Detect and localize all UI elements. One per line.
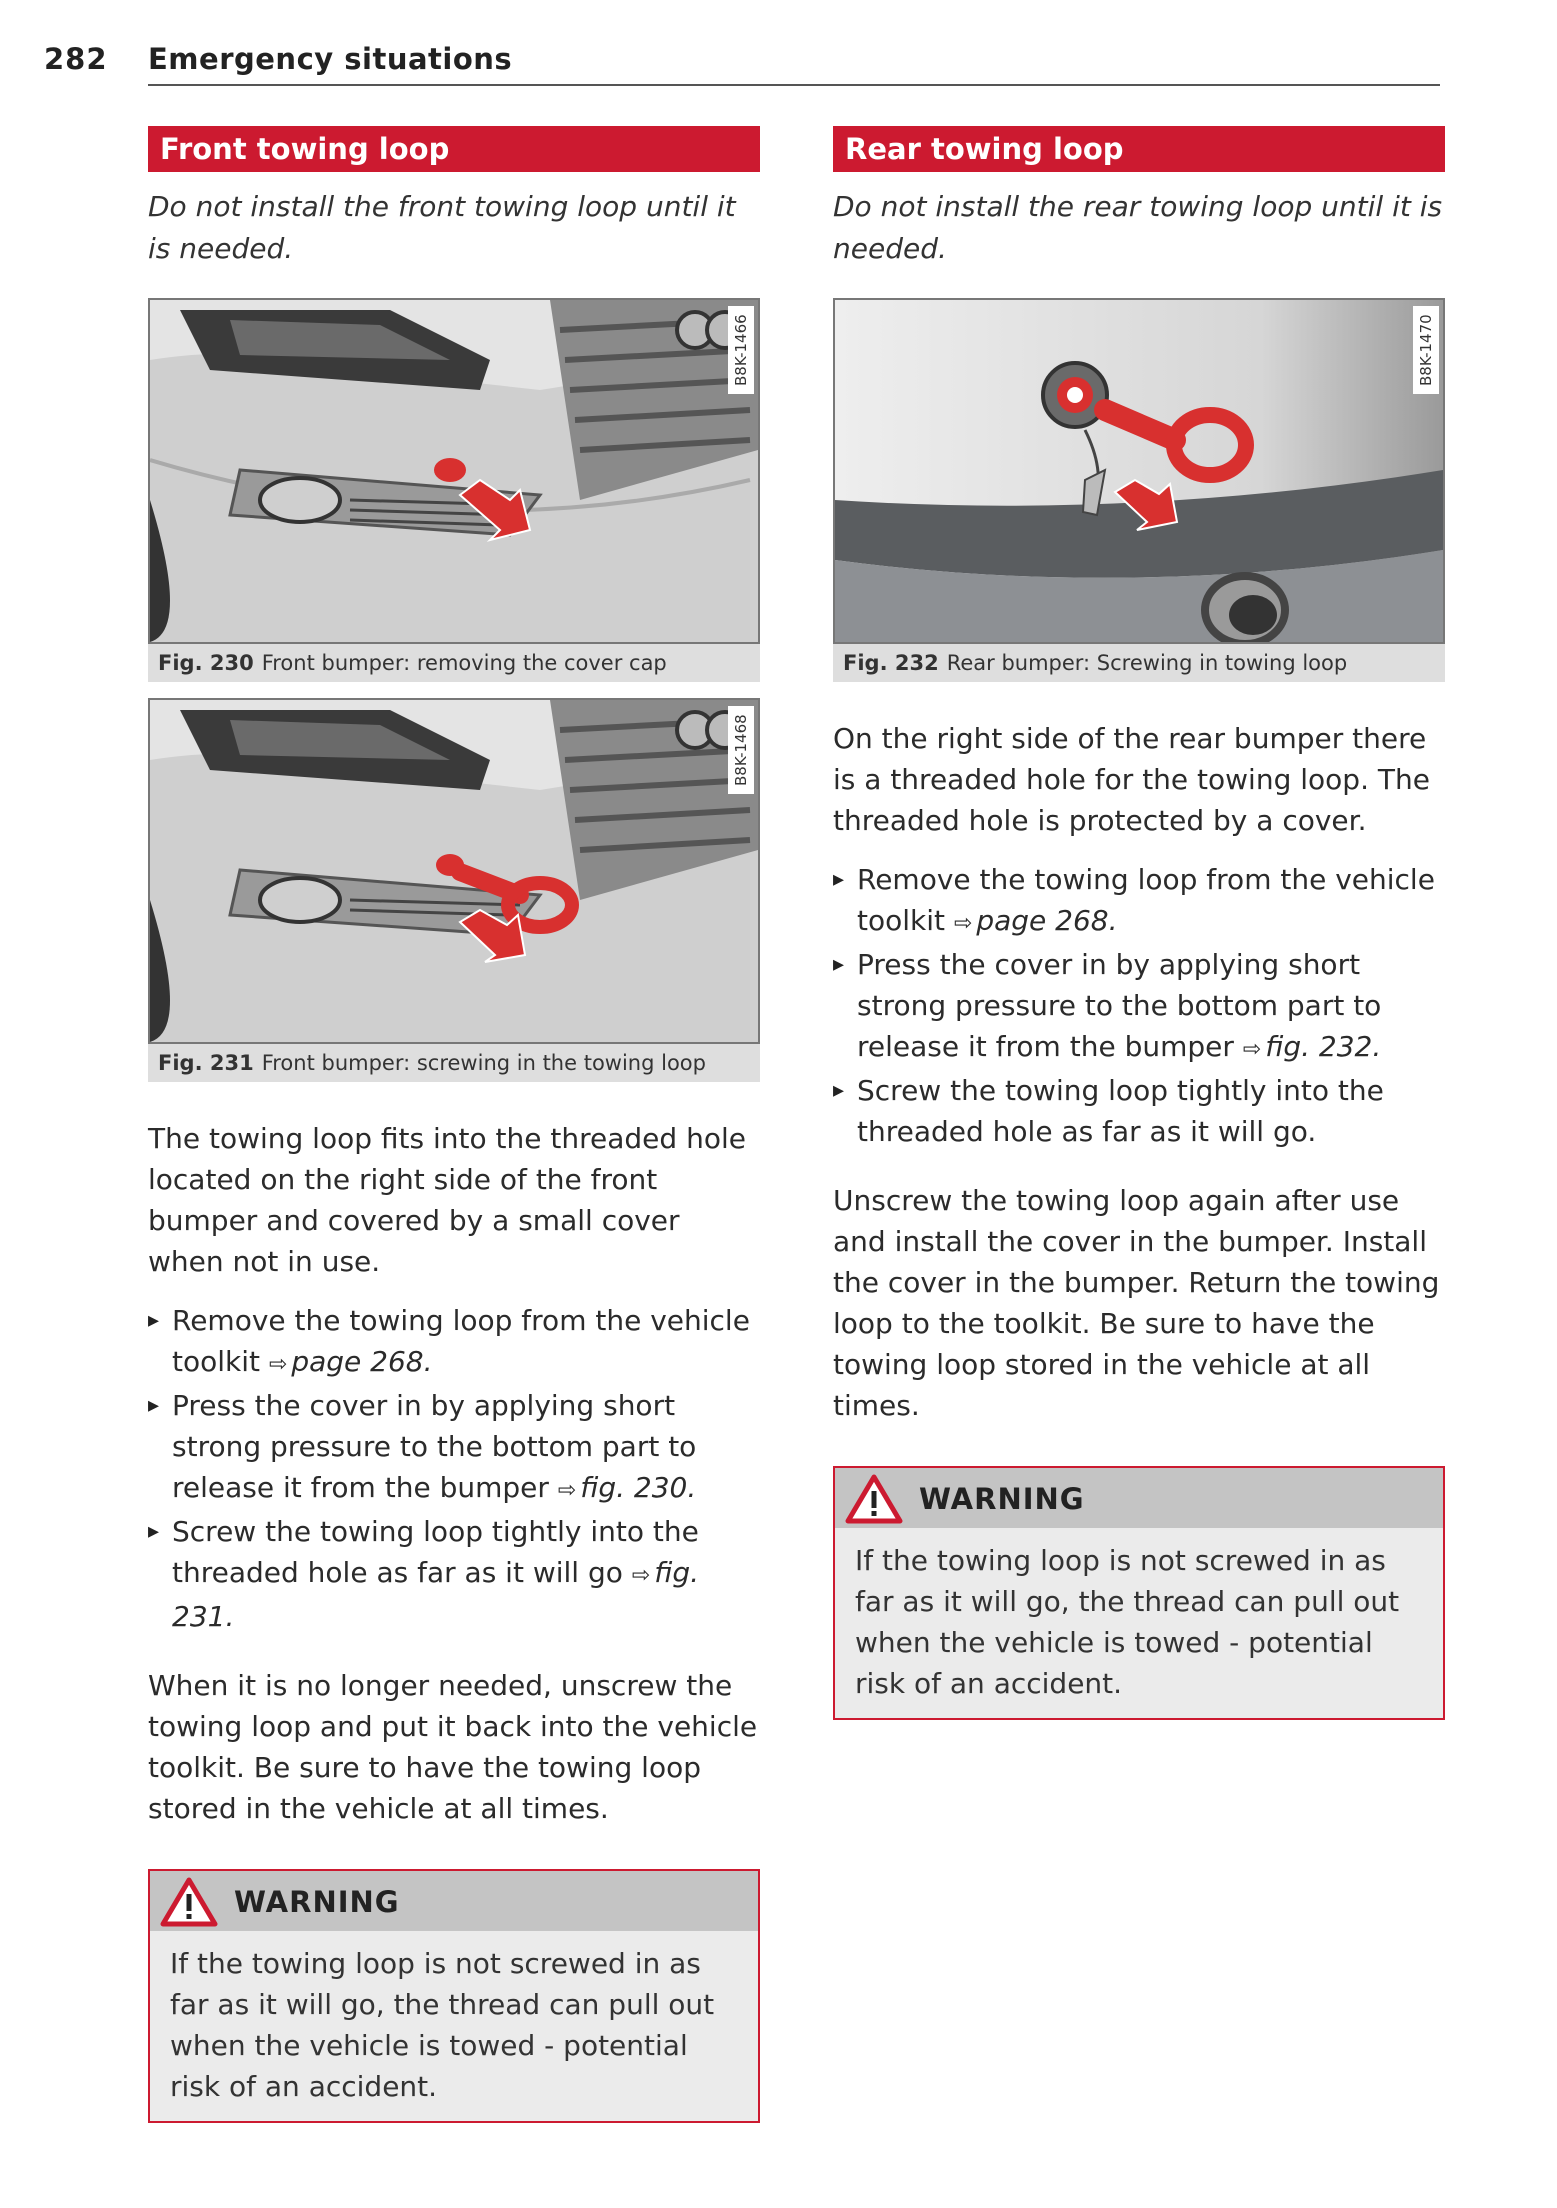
- rear-bumper-towing-loop-image: [833, 298, 1445, 644]
- step-text: Remove the towing loop from the vehicle toolkit: [172, 1304, 750, 1378]
- page-header: [44, 36, 1440, 86]
- list-item: [148, 1385, 760, 1511]
- rear-intro-text: Do not install the rear towing loop until it is needed.: [833, 190, 1443, 265]
- warning-label: WARNING: [234, 1885, 400, 1919]
- rear-steps-list: [833, 859, 1445, 1152]
- figure-label: Fig. 232: [843, 651, 939, 675]
- step-text: Press the cover in by applying short strong pressure to the bottom part to release it from the bumper: [172, 1389, 697, 1504]
- step-text: Remove the towing loop from the vehicle toolkit: [857, 863, 1435, 937]
- left-column: [148, 126, 760, 2123]
- figure-caption: [833, 644, 1445, 682]
- rear-paragraph-2: Unscrew the towing loop again after use and install the cover in the bumper. Install the cover in the bumper. Return the towing loop to the toolkit. Be sure to have the towing loop stored in the vehicle at all times.: [833, 1184, 1440, 1422]
- step-text: Screw the towing loop tightly into the threaded hole as far as it will go: [172, 1515, 699, 1589]
- cross-reference-text: fig. 231.: [172, 1556, 699, 1633]
- step-text: Screw the towing loop tightly into the threaded hole as far as it will go.: [857, 1074, 1384, 1148]
- front-warning-box: [148, 1869, 760, 2123]
- cross-reference-link[interactable]: [1243, 1030, 1381, 1063]
- figure-caption: [148, 644, 760, 682]
- rear-warning-box: [833, 1466, 1445, 1720]
- arrow-right-icon: ⇨: [631, 1563, 651, 1588]
- front-steps-list: [148, 1300, 760, 1637]
- figure-caption-text: Rear bumper: Screwing in towing loop: [946, 651, 1348, 675]
- cross-reference-link[interactable]: [269, 1345, 433, 1378]
- cross-reference-text: fig. 232.: [1265, 1030, 1382, 1063]
- list-item: [148, 1511, 760, 1637]
- figure-code: B8K-1470: [1413, 306, 1439, 394]
- warning-header: [835, 1468, 1443, 1528]
- arrow-right-icon: ⇨: [1242, 1037, 1262, 1062]
- warning-label: WARNING: [919, 1482, 1085, 1516]
- cross-reference-text: page 268.: [976, 904, 1118, 937]
- warning-triangle-icon: [160, 1877, 218, 1927]
- header-divider: [148, 84, 1440, 86]
- cross-reference-link[interactable]: [558, 1471, 696, 1504]
- figure-232: [833, 298, 1445, 682]
- page-number: 282: [44, 42, 108, 76]
- cross-reference-link[interactable]: [954, 904, 1118, 937]
- figure-caption: [148, 1044, 760, 1082]
- warning-triangle-icon: [845, 1474, 903, 1524]
- list-item: [148, 1300, 760, 1385]
- front-towing-loop-heading: Front towing loop: [148, 126, 760, 172]
- right-column: [833, 126, 1445, 1720]
- figure-231: [148, 698, 760, 1082]
- front-paragraph-2: When it is no longer needed, unscrew the towing loop and put it back into the vehicle toolkit. Be sure to have the towing loop stored in the vehicle at all times.: [148, 1669, 758, 1825]
- arrow-right-icon: ⇨: [557, 1478, 577, 1503]
- front-bumper-towing-loop-image: [148, 698, 760, 1044]
- step-text: Press the cover in by applying short strong pressure to the bottom part to release it from the bumper: [857, 948, 1382, 1063]
- front-paragraph-1: The towing loop fits into the threaded hole located on the right side of the front bumper and covered by a small cover when not in use.: [148, 1122, 746, 1278]
- cross-reference-text: page 268.: [291, 1345, 433, 1378]
- warning-header: [150, 1871, 758, 1931]
- cross-reference-text: fig. 230.: [580, 1471, 697, 1504]
- rear-towing-loop-heading: Rear towing loop: [833, 126, 1445, 172]
- arrow-right-icon: ⇨: [268, 1352, 288, 1377]
- rear-paragraph-1: On the right side of the rear bumper there is a threaded hole for the towing loop. The threaded hole is protected by a cover.: [833, 722, 1430, 837]
- list-item: [833, 944, 1445, 1070]
- figure-label: Fig. 230: [158, 651, 254, 675]
- figure-230: [148, 298, 760, 682]
- warning-text: If the towing loop is not screwed in as far as it will go, the thread can pull out when the vehicle is towed - potential risk of an accident.: [855, 1544, 1400, 1700]
- figure-caption-text: Front bumper: screwing in the towing loop: [261, 1051, 706, 1075]
- section-title: Emergency situations: [148, 42, 513, 76]
- warning-text: If the towing loop is not screwed in as far as it will go, the thread can pull out when the vehicle is towed - potential risk of an accident.: [170, 1947, 715, 2103]
- front-intro-text: Do not install the front towing loop until it is needed.: [148, 190, 736, 265]
- arrow-right-icon: ⇨: [953, 911, 973, 936]
- figure-code: B8K-1466: [728, 306, 754, 394]
- front-bumper-cover-cap-image: [148, 298, 760, 644]
- figure-code: B8K-1468: [728, 706, 754, 794]
- list-item: [833, 859, 1445, 944]
- figure-caption-text: Front bumper: removing the cover cap: [261, 651, 667, 675]
- figure-label: Fig. 231: [158, 1051, 254, 1075]
- list-item: [833, 1070, 1445, 1152]
